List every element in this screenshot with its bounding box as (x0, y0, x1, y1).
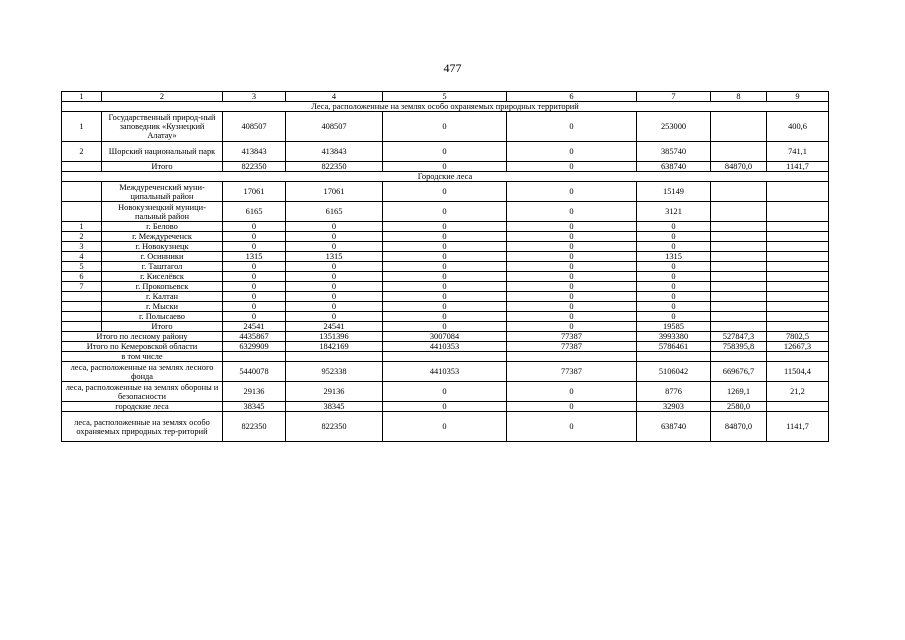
table-cell: 0 (286, 302, 383, 312)
table-cell: 1141,7 (767, 162, 829, 172)
row-number (62, 322, 102, 332)
table-cell: 0 (507, 292, 637, 302)
table-cell (767, 352, 829, 362)
table-cell: 24541 (286, 322, 383, 332)
table-cell: 29136 (286, 382, 383, 402)
row-number: 3 (62, 242, 102, 252)
table-cell: 638740 (637, 412, 711, 442)
table-cell: 1315 (286, 252, 383, 262)
table-cell (711, 222, 767, 232)
table-cell: 32903 (637, 402, 711, 412)
table-cell: 0 (286, 242, 383, 252)
row-label: г. Мыски (102, 302, 223, 312)
table-cell: 0 (507, 272, 637, 282)
row-number (62, 202, 102, 222)
table-cell: 0 (383, 412, 507, 442)
table-cell: 0 (507, 182, 637, 202)
table-cell: 0 (637, 272, 711, 282)
row-number (62, 162, 102, 172)
table-cell: 6329909 (223, 342, 286, 352)
section-heading: Леса, расположенные на землях особо охраняемых природных территорий (62, 102, 829, 112)
row-label: Итого по Кемеровской области (62, 342, 223, 352)
table-cell: 6165 (223, 202, 286, 222)
table-cell: 0 (383, 292, 507, 302)
row-label: Междуреченский муни-ципальный район (102, 182, 223, 202)
table-cell (767, 292, 829, 302)
table-cell: 0 (383, 302, 507, 312)
table-cell: 84870,0 (711, 412, 767, 442)
table-cell: 15149 (637, 182, 711, 202)
table-cell: 6165 (286, 202, 383, 222)
table-cell: 0 (507, 302, 637, 312)
table-cell: 0 (223, 262, 286, 272)
row-label: Государственный природ-ный заповедник «Кузнецкий Алатау» (102, 112, 223, 142)
table-cell: 385740 (637, 142, 711, 162)
table-cell (637, 352, 711, 362)
summary-row (62, 412, 829, 442)
table-cell: 0 (507, 282, 637, 292)
table-cell (711, 272, 767, 282)
section-heading-row (62, 172, 829, 182)
table-cell (711, 322, 767, 332)
row-number: 2 (62, 142, 102, 162)
table-cell: 0 (637, 232, 711, 242)
table-cell: 0 (383, 142, 507, 162)
table-cell: 0 (507, 242, 637, 252)
table-cell: 0 (637, 282, 711, 292)
column-number-cell: 3 (223, 92, 286, 102)
table-cell: 0 (507, 322, 637, 332)
row-number: 1 (62, 112, 102, 142)
row-number (62, 312, 102, 322)
table-cell: 1351396 (286, 332, 383, 342)
column-number-cell: 2 (102, 92, 223, 102)
table-cell: 0 (637, 302, 711, 312)
table-row (62, 232, 829, 242)
row-label: городские леса (62, 402, 223, 412)
table-cell: 0 (223, 302, 286, 312)
table-cell (711, 312, 767, 322)
row-label: леса, расположенные на землях особо охраняемых природных тер-риторий (62, 412, 223, 442)
table-cell: 0 (383, 322, 507, 332)
row-label: Новокузнецкий муници-пальный район (102, 202, 223, 222)
table-row (62, 292, 829, 302)
table-cell: 17061 (223, 182, 286, 202)
table-body (62, 92, 829, 442)
table-cell: 0 (286, 262, 383, 272)
table-cell: 408507 (286, 112, 383, 142)
table-cell (767, 222, 829, 232)
table-cell: 0 (383, 282, 507, 292)
table-cell: 21,2 (767, 382, 829, 402)
table-cell: 400,6 (767, 112, 829, 142)
table-cell: 17061 (286, 182, 383, 202)
table-cell: 0 (637, 312, 711, 322)
table-cell: 0 (223, 272, 286, 282)
summary-row (62, 332, 829, 342)
table-cell: 0 (223, 232, 286, 242)
table-cell: 0 (507, 262, 637, 272)
table-cell: 84870,0 (711, 162, 767, 172)
row-label: г. Белово (102, 222, 223, 232)
table-cell: 1842169 (286, 342, 383, 352)
table-cell (767, 182, 829, 202)
summary-row (62, 352, 829, 362)
table-cell (711, 302, 767, 312)
table-cell: 413843 (223, 142, 286, 162)
table-row (62, 272, 829, 282)
table-cell: 0 (383, 402, 507, 412)
table-cell (767, 322, 829, 332)
table-cell: 0 (383, 252, 507, 262)
row-label: г. Киселёвск (102, 272, 223, 282)
table-cell: 0 (383, 112, 507, 142)
table-cell: 0 (507, 412, 637, 442)
table-cell (711, 352, 767, 362)
row-number (62, 302, 102, 312)
table-cell (767, 232, 829, 242)
row-number: 4 (62, 252, 102, 262)
column-number-cell: 5 (383, 92, 507, 102)
table-cell: 0 (383, 222, 507, 232)
table-cell: 38345 (223, 402, 286, 412)
table-cell: 0 (383, 162, 507, 172)
table-cell (767, 242, 829, 252)
row-label: Итого (102, 322, 223, 332)
table-cell (711, 232, 767, 242)
row-label: леса, расположенные на землях лесного фонда (62, 362, 223, 382)
row-number (62, 292, 102, 302)
column-number-cell: 1 (62, 92, 102, 102)
table-cell: 5106042 (637, 362, 711, 382)
row-number (62, 182, 102, 202)
table-cell (767, 252, 829, 262)
table-cell: 0 (637, 292, 711, 302)
table-cell (767, 282, 829, 292)
table-cell: 2580,0 (711, 402, 767, 412)
table-row (62, 142, 829, 162)
table-cell: 1141,7 (767, 412, 829, 442)
table-cell (711, 262, 767, 272)
table-cell (711, 142, 767, 162)
summary-row (62, 402, 829, 412)
row-number: 7 (62, 282, 102, 292)
page-number: 477 (443, 61, 462, 75)
table-cell: 38345 (286, 402, 383, 412)
table-cell: 0 (286, 272, 383, 282)
table-cell: 0 (637, 262, 711, 272)
table-cell: 0 (286, 282, 383, 292)
table-cell (711, 282, 767, 292)
table-cell (767, 312, 829, 322)
row-label: г. Прокопьевск (102, 282, 223, 292)
table-cell (383, 352, 507, 362)
table-cell: 822350 (223, 412, 286, 442)
row-label: Итого по лесному району (62, 332, 223, 342)
table-cell: 77387 (507, 362, 637, 382)
row-number: 6 (62, 272, 102, 282)
row-label: г. Полысаево (102, 312, 223, 322)
table-cell: 77387 (507, 342, 637, 352)
section-heading-row (62, 102, 829, 112)
table-cell: 3993380 (637, 332, 711, 342)
table-cell: 0 (507, 162, 637, 172)
table-cell: 0 (507, 252, 637, 262)
row-label: г. Междуреченск (102, 232, 223, 242)
table-cell: 0 (507, 232, 637, 242)
table-cell: 3007084 (383, 332, 507, 342)
table-row (62, 162, 829, 172)
table-cell: 0 (507, 142, 637, 162)
table-cell: 758395,8 (711, 342, 767, 352)
table-cell: 0 (383, 182, 507, 202)
table-cell: 0 (637, 242, 711, 252)
table-row (62, 242, 829, 252)
summary-row (62, 382, 829, 402)
table-cell: 1315 (223, 252, 286, 262)
table-cell: 822350 (286, 412, 383, 442)
table-cell: 0 (383, 242, 507, 252)
column-number-cell: 9 (767, 92, 829, 102)
table-cell (767, 302, 829, 312)
table-cell (767, 272, 829, 282)
table-cell: 5786461 (637, 342, 711, 352)
table-cell: 527847,3 (711, 332, 767, 342)
table-cell: 0 (637, 222, 711, 232)
table-cell (711, 112, 767, 142)
table-cell: 0 (223, 242, 286, 252)
table-cell: 5440078 (223, 362, 286, 382)
table-cell: 0 (383, 382, 507, 402)
table-cell (767, 402, 829, 412)
table-cell: 1269,1 (711, 382, 767, 402)
row-number: 5 (62, 262, 102, 272)
table-cell: 0 (507, 112, 637, 142)
table-cell: 7802,5 (767, 332, 829, 342)
table-cell (767, 262, 829, 272)
summary-row (62, 362, 829, 382)
table-cell: 0 (507, 382, 637, 402)
row-label: в том числе (62, 352, 223, 362)
table-cell: 0 (507, 402, 637, 412)
row-number: 1 (62, 222, 102, 232)
table-cell: 77387 (507, 332, 637, 342)
table-cell: 8776 (637, 382, 711, 402)
table-cell: 0 (223, 282, 286, 292)
table-cell: 253000 (637, 112, 711, 142)
table-cell: 29136 (223, 382, 286, 402)
row-number: 2 (62, 232, 102, 242)
column-number-cell: 6 (507, 92, 637, 102)
table-cell: 822350 (286, 162, 383, 172)
table-cell: 0 (507, 222, 637, 232)
table-cell: 0 (286, 222, 383, 232)
table-row (62, 282, 829, 292)
table-cell: 12667,3 (767, 342, 829, 352)
table-cell: 0 (507, 312, 637, 322)
table-row (62, 222, 829, 232)
table-cell: 11504,4 (767, 362, 829, 382)
table-cell: 0 (223, 312, 286, 322)
section-heading: Городские леса (62, 172, 829, 182)
table-cell: 0 (286, 232, 383, 242)
table-cell (767, 202, 829, 222)
table-cell (711, 242, 767, 252)
table-cell: 0 (383, 312, 507, 322)
table-cell (223, 352, 286, 362)
row-label: г. Новокузнецк (102, 242, 223, 252)
table-cell (711, 252, 767, 262)
table-cell: 0 (507, 202, 637, 222)
table-row (62, 252, 829, 262)
table-cell: 822350 (223, 162, 286, 172)
table-cell: 0 (383, 232, 507, 242)
table-cell: 3121 (637, 202, 711, 222)
table-cell (711, 292, 767, 302)
table-cell: 0 (223, 222, 286, 232)
row-label: г. Таштагол (102, 262, 223, 272)
row-label: леса, расположенные на землях обороны и безопасности (62, 382, 223, 402)
table-row (62, 312, 829, 322)
table-row (62, 202, 829, 222)
table-cell (711, 202, 767, 222)
table-cell: 741,1 (767, 142, 829, 162)
table-row (62, 262, 829, 272)
table-cell: 1315 (637, 252, 711, 262)
table-cell: 0 (286, 292, 383, 302)
table-cell: 0 (286, 312, 383, 322)
table-row (62, 302, 829, 312)
summary-row (62, 342, 829, 352)
table-cell: 408507 (223, 112, 286, 142)
table-cell: 24541 (223, 322, 286, 332)
table-cell (507, 352, 637, 362)
table-cell: 669676,7 (711, 362, 767, 382)
table-cell: 0 (383, 272, 507, 282)
table-row (62, 112, 829, 142)
forest-data-table (61, 91, 829, 442)
row-label: г. Осинники (102, 252, 223, 262)
table-cell: 19585 (637, 322, 711, 332)
table-header-row (62, 92, 829, 102)
column-number-cell: 7 (637, 92, 711, 102)
row-label: Шорский национальный парк (102, 142, 223, 162)
table-cell (711, 182, 767, 202)
table-cell: 413843 (286, 142, 383, 162)
table-cell: 0 (383, 262, 507, 272)
table-row (62, 182, 829, 202)
table-cell: 952338 (286, 362, 383, 382)
column-number-cell: 4 (286, 92, 383, 102)
table-row (62, 322, 829, 332)
table-cell: 4410353 (383, 362, 507, 382)
table-cell: 0 (223, 292, 286, 302)
column-number-cell: 8 (711, 92, 767, 102)
table-cell: 4410353 (383, 342, 507, 352)
table-cell: 638740 (637, 162, 711, 172)
table-cell: 0 (383, 202, 507, 222)
table-cell: 4435867 (223, 332, 286, 342)
row-label: г. Калтан (102, 292, 223, 302)
table-cell (286, 352, 383, 362)
row-label: Итого (102, 162, 223, 172)
